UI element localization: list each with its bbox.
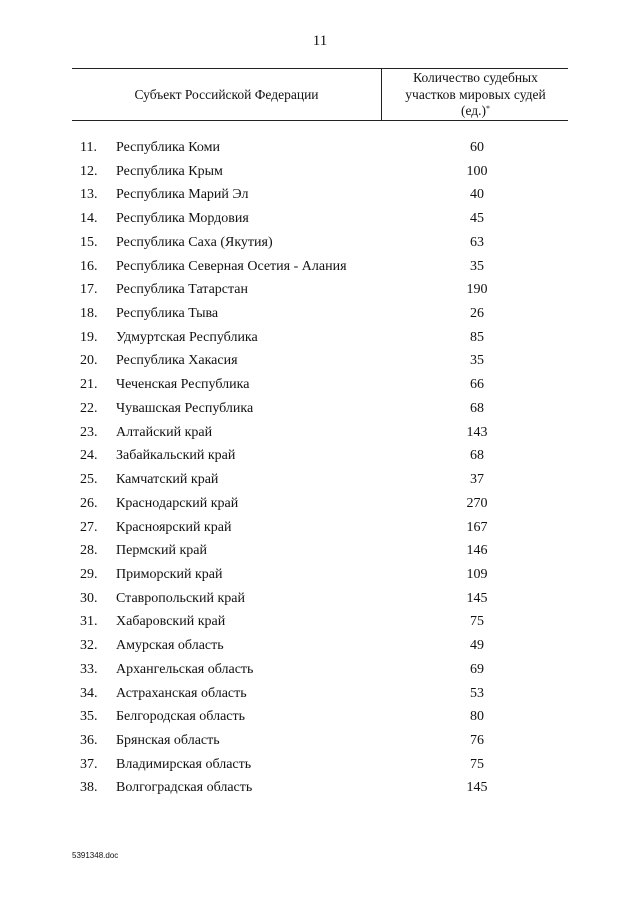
row-number: 29. bbox=[80, 566, 98, 582]
district-count: 53 bbox=[470, 685, 484, 701]
subject-name: Республика Крым bbox=[116, 163, 223, 179]
row-number: 28. bbox=[80, 543, 98, 559]
district-count: 75 bbox=[470, 614, 484, 630]
district-count: 40 bbox=[470, 187, 484, 203]
table-row bbox=[0, 233, 640, 257]
row-number: 34. bbox=[80, 685, 98, 701]
header-column-divider bbox=[381, 68, 382, 121]
table-body bbox=[0, 138, 640, 802]
table-row bbox=[0, 423, 640, 447]
document-code: 5391348.doc bbox=[72, 851, 119, 860]
subject-name: Камчатский край bbox=[116, 472, 219, 488]
district-count: 76 bbox=[470, 732, 484, 748]
row-number: 17. bbox=[80, 282, 98, 298]
row-number: 20. bbox=[80, 353, 98, 369]
subject-name: Волгоградская область bbox=[116, 780, 253, 796]
row-number: 18. bbox=[80, 306, 98, 322]
row-number: 38. bbox=[80, 780, 98, 796]
row-number: 19. bbox=[80, 329, 98, 345]
row-number: 30. bbox=[80, 590, 98, 606]
district-count: 190 bbox=[466, 282, 488, 298]
district-count: 49 bbox=[470, 638, 484, 654]
row-number: 27. bbox=[80, 519, 98, 535]
row-number: 26. bbox=[80, 495, 98, 511]
subject-name: Чувашская Республика bbox=[116, 400, 254, 416]
district-count: 75 bbox=[470, 756, 484, 772]
row-number: 24. bbox=[80, 448, 98, 464]
header-count bbox=[383, 70, 568, 120]
table-row bbox=[0, 257, 640, 281]
header-count-line3 bbox=[383, 103, 568, 120]
district-count: 66 bbox=[470, 377, 484, 393]
table-row bbox=[0, 731, 640, 755]
row-number: 36. bbox=[80, 732, 98, 748]
table-row bbox=[0, 565, 640, 589]
subject-name: Астраханская область bbox=[116, 685, 247, 701]
table-top-rule bbox=[72, 68, 568, 69]
subject-name: Республика Коми bbox=[116, 140, 220, 155]
row-number: 35. bbox=[80, 709, 98, 725]
district-count: 68 bbox=[470, 400, 484, 416]
row-number: 25. bbox=[80, 472, 98, 488]
row-number: 15. bbox=[80, 234, 98, 250]
table-header-bottom-rule bbox=[72, 120, 568, 121]
table-row bbox=[0, 660, 640, 684]
row-number: 32. bbox=[80, 638, 98, 654]
district-count: 68 bbox=[470, 448, 484, 464]
table-row bbox=[0, 684, 640, 708]
district-count: 146 bbox=[466, 543, 488, 559]
table-row bbox=[0, 304, 640, 328]
district-count: 63 bbox=[470, 234, 484, 250]
subject-name: Республика Тыва bbox=[116, 306, 219, 322]
table-row bbox=[0, 612, 640, 636]
row-number: 16. bbox=[80, 258, 98, 274]
row-number: 12. bbox=[80, 163, 98, 179]
subject-name: Краснодарский край bbox=[116, 495, 239, 511]
subject-name: Республика Марий Эл bbox=[116, 187, 249, 203]
district-count: 37 bbox=[470, 472, 484, 488]
district-count: 35 bbox=[470, 258, 484, 274]
table-row bbox=[0, 470, 640, 494]
district-count: 45 bbox=[470, 211, 484, 227]
district-count: 145 bbox=[466, 780, 488, 796]
district-count: 26 bbox=[470, 306, 484, 322]
subject-name: Чеченская Республика bbox=[116, 377, 250, 393]
table-row bbox=[0, 280, 640, 304]
subject-name: Белгородская область bbox=[116, 709, 246, 725]
subject-name: Забайкальский край bbox=[116, 448, 236, 464]
table-row bbox=[0, 446, 640, 470]
table-row bbox=[0, 209, 640, 233]
subject-name: Республика Татарстан bbox=[116, 282, 249, 298]
header-count-footnote-mark: * bbox=[486, 104, 491, 113]
table-row bbox=[0, 541, 640, 565]
table-row bbox=[0, 518, 640, 542]
subject-name: Алтайский край bbox=[116, 424, 213, 440]
row-number: 31. bbox=[80, 614, 98, 630]
district-count: 80 bbox=[470, 709, 484, 725]
district-count: 143 bbox=[466, 424, 488, 440]
page-number: 11 bbox=[312, 33, 328, 49]
subject-name: Хабаровский край bbox=[116, 614, 226, 630]
subject-name: Ставропольский край bbox=[116, 590, 245, 606]
table-row bbox=[0, 375, 640, 399]
row-number: 21. bbox=[80, 377, 98, 393]
table-row bbox=[0, 778, 640, 802]
subject-name: Амурская область bbox=[116, 638, 224, 654]
subject-name: Владимирская область bbox=[116, 756, 252, 772]
district-count: 69 bbox=[470, 661, 484, 677]
header-subject: Субъект Российской Федерации bbox=[134, 87, 319, 102]
district-count: 100 bbox=[466, 163, 488, 179]
table-row bbox=[0, 162, 640, 186]
table-row bbox=[0, 399, 640, 423]
row-number: 33. bbox=[80, 661, 98, 677]
table-row bbox=[0, 636, 640, 660]
row-number: 13. bbox=[80, 187, 98, 203]
district-count: 167 bbox=[466, 519, 488, 535]
subject-name: Приморский край bbox=[116, 566, 223, 582]
header-count-unit: (ед.) bbox=[460, 103, 487, 118]
header-count-line2: участков мировых судей bbox=[405, 86, 546, 102]
table-row bbox=[0, 185, 640, 209]
table-row bbox=[0, 351, 640, 375]
district-count: 109 bbox=[466, 566, 488, 582]
subject-name: Удмуртская Республика bbox=[116, 329, 258, 345]
header-count-line1: Количество судебных bbox=[413, 70, 538, 85]
row-number: 14. bbox=[80, 211, 98, 227]
subject-name: Республика Хакасия bbox=[116, 353, 238, 369]
subject-name: Республика Мордовия bbox=[116, 211, 249, 227]
row-number: 22. bbox=[80, 400, 98, 416]
district-count: 85 bbox=[470, 329, 484, 345]
district-count: 145 bbox=[466, 590, 488, 606]
table-row bbox=[0, 328, 640, 352]
subject-name: Республика Северная Осетия - Алания bbox=[116, 258, 347, 274]
table-row bbox=[0, 589, 640, 613]
subject-name: Брянская область bbox=[116, 732, 220, 748]
district-count: 60 bbox=[470, 140, 484, 155]
table-row bbox=[0, 138, 640, 162]
subject-name: Республика Саха (Якутия) bbox=[116, 234, 273, 250]
subject-name: Пермский край bbox=[116, 543, 207, 559]
row-number: 23. bbox=[80, 424, 98, 440]
row-number: 11. bbox=[80, 140, 97, 155]
table-row bbox=[0, 494, 640, 518]
subject-name: Красноярский край bbox=[116, 519, 232, 535]
table-row bbox=[0, 755, 640, 779]
district-count: 270 bbox=[466, 495, 488, 511]
row-number: 37. bbox=[80, 756, 98, 772]
subject-name: Архангельская область bbox=[116, 661, 254, 677]
district-count: 35 bbox=[470, 353, 484, 369]
table-row bbox=[0, 707, 640, 731]
